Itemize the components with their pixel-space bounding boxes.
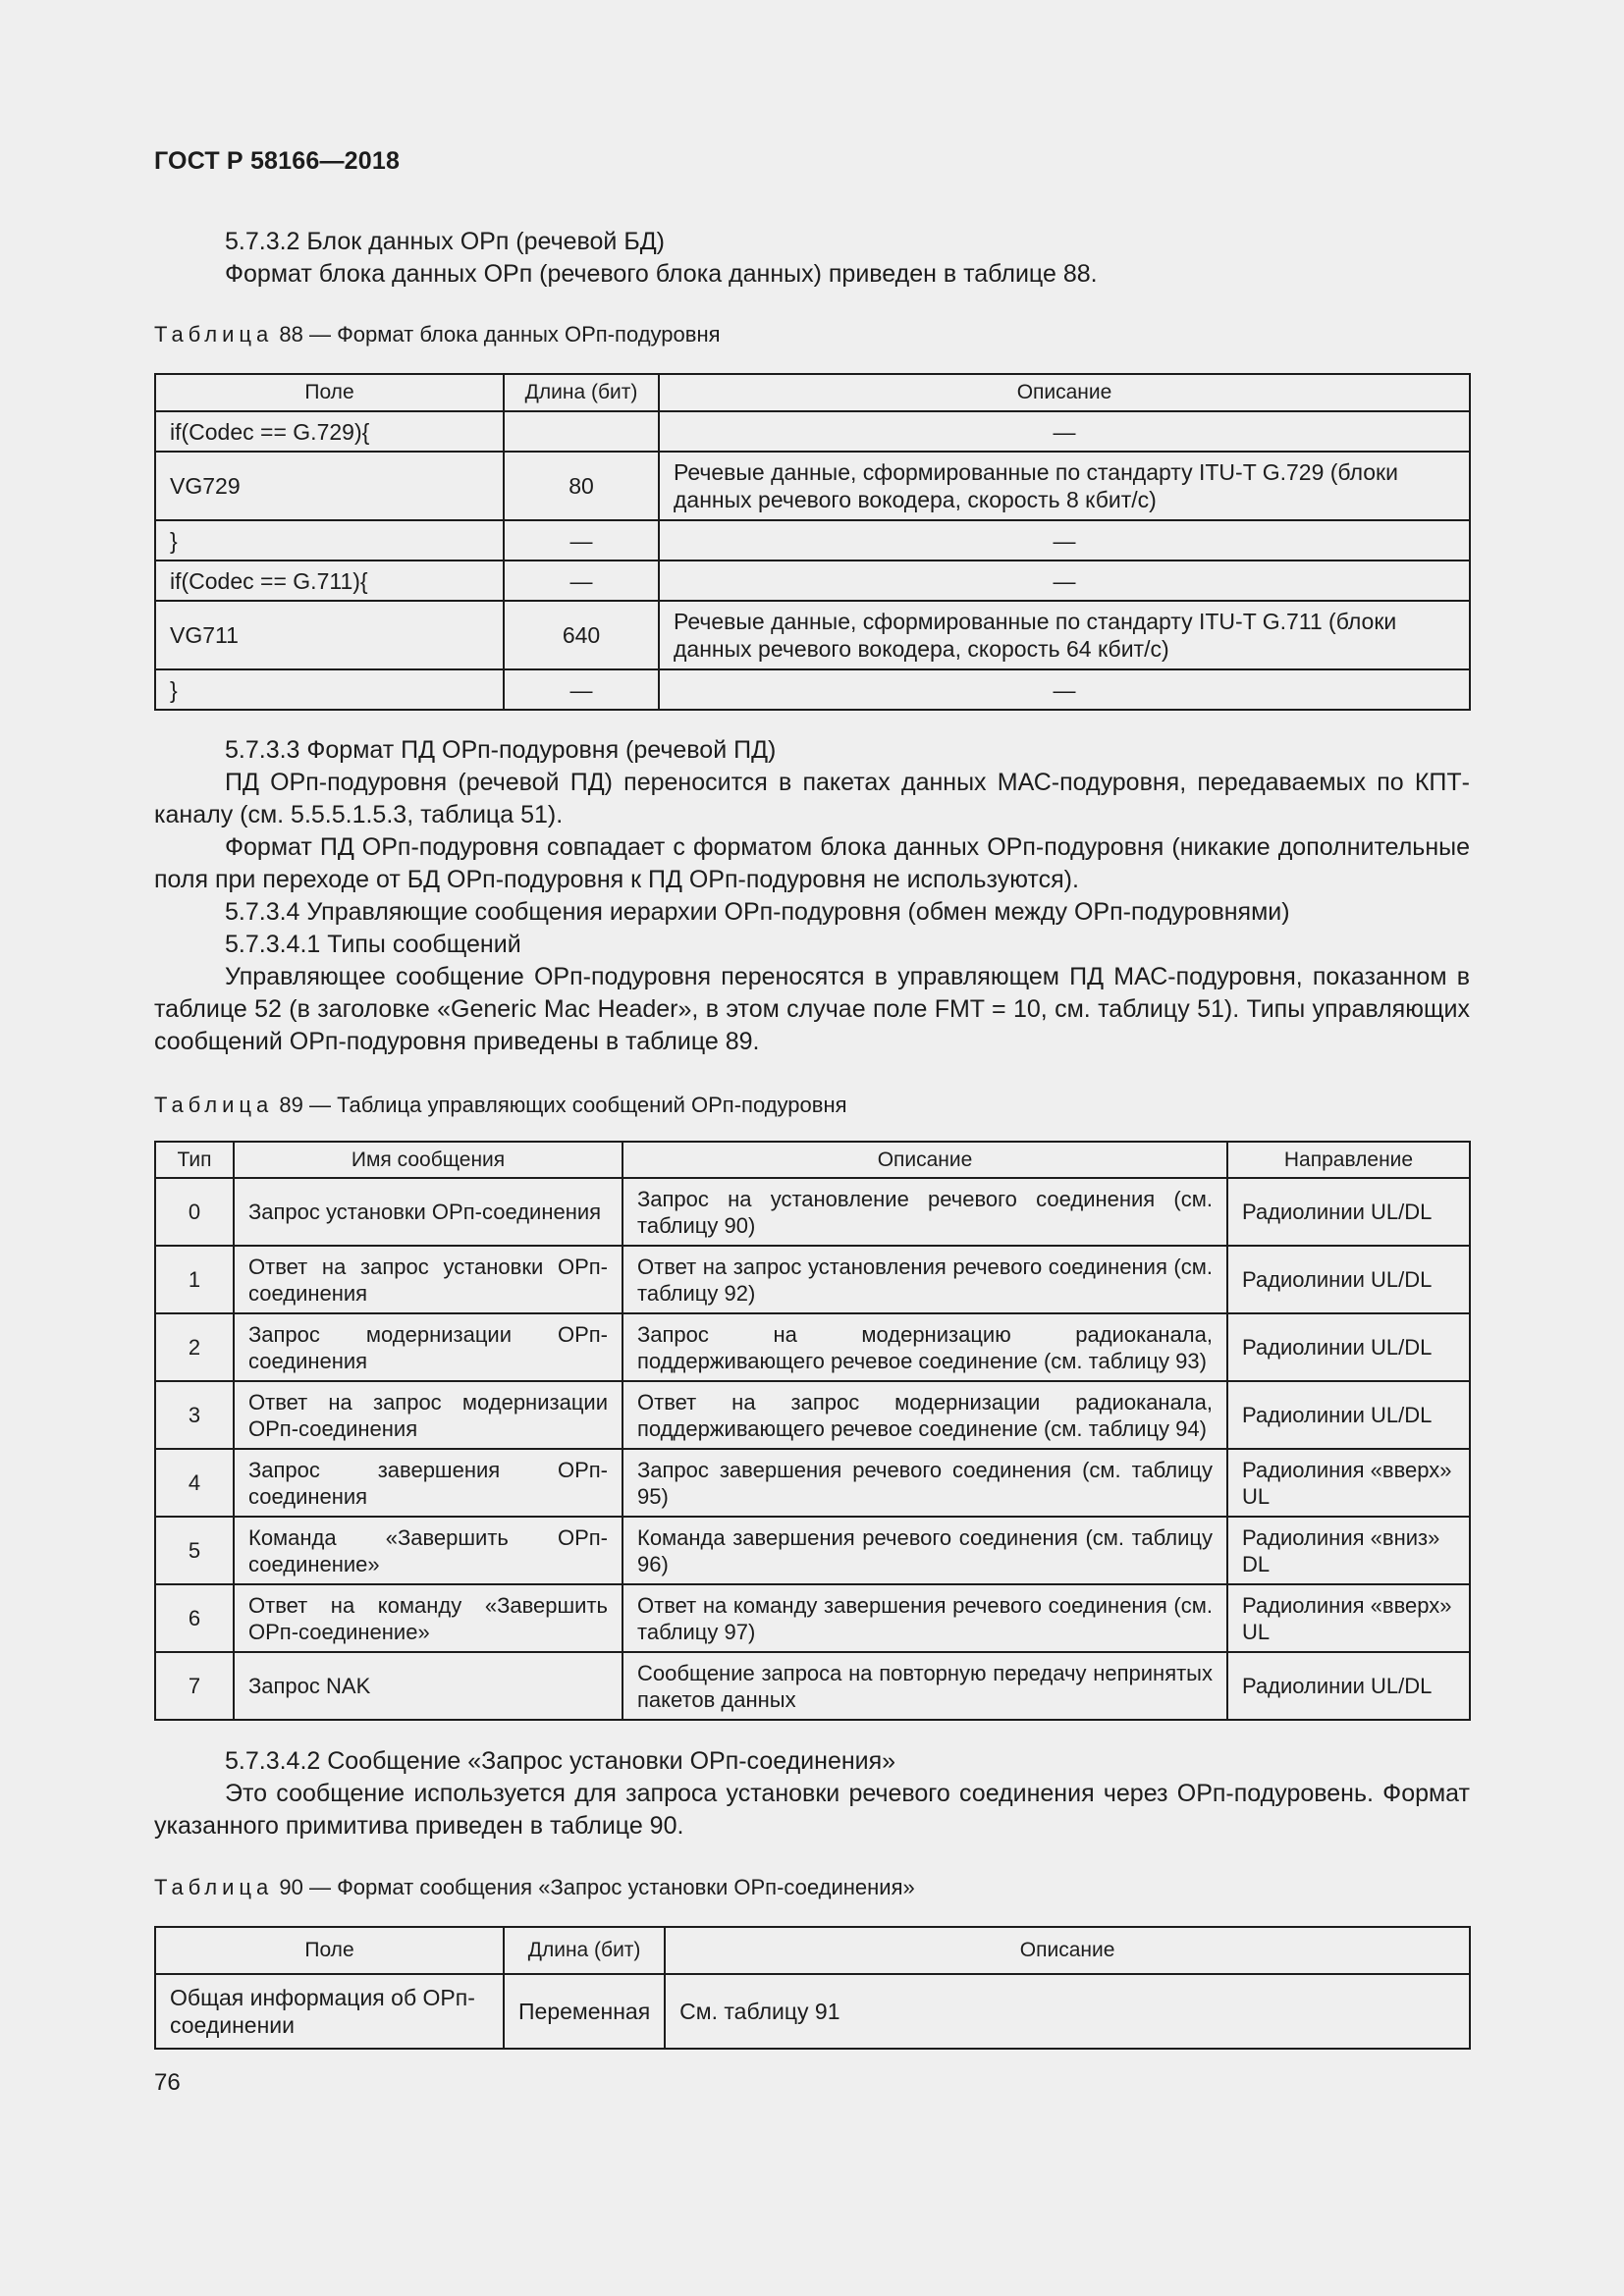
caption-word: Таблица [154,322,274,347]
column-header: Поле [155,1927,504,1974]
table-cell: Радиолиния «вверх» UL [1227,1449,1470,1517]
table-cell: — [659,561,1470,601]
table-cell: Сообщение запроса на повторную передачу непринятых пакетов данных [623,1652,1227,1720]
table-cell: 2 [155,1313,234,1381]
table-cell: 6 [155,1584,234,1652]
table-row [155,1381,1470,1449]
column-header: Длина (бит) [504,374,659,411]
caption-text: 89 — Таблица управляющих сообщений ОРп-подуровня [273,1093,847,1117]
table-row [155,1517,1470,1584]
paragraph: Формат ПД ОРп-подуровня совпадает с форматом блока данных ОРп-подуровня (никакие дополнительные поля при переходе от БД ОРп-подуровня к ПД ОРп-подуровня не используются). [154,833,1470,893]
table-cell: 640 [504,601,659,669]
table-cell: 5 [155,1517,234,1584]
table-cell: Радиолинии UL/DL [1227,1381,1470,1449]
table-cell: Ответ на запрос установления речевого соединения (см. таблицу 92) [623,1246,1227,1313]
column-header: Тип [155,1142,234,1178]
table-cell: 3 [155,1381,234,1449]
table-cell: } [155,669,504,710]
section-heading: 5.7.3.4.2 Сообщение «Запрос установки ОРп-соединения» [225,1747,896,1775]
column-header: Описание [659,374,1470,411]
table-cell: 4 [155,1449,234,1517]
table-cell: — [659,411,1470,452]
table-cell: — [504,669,659,710]
table-row [155,1313,1470,1381]
table-row [155,669,1470,710]
section-5-7-3-4-2 [154,1745,1470,1842]
table-header-row [155,374,1470,411]
table-cell: Речевые данные, сформированные по стандарту ITU-T G.729 (блоки данных речевого вокодера, скорость 8 кбит/с) [659,452,1470,520]
table-row [155,561,1470,601]
table-cell: — [504,520,659,561]
table-cell: Радиолинии UL/DL [1227,1313,1470,1381]
table-cell: Радиолинии UL/DL [1227,1652,1470,1720]
table-cell: Ответ на команду завершения речевого соединения (см. таблицу 97) [623,1584,1227,1652]
table-cell: См. таблицу 91 [665,1974,1470,2049]
paragraph: Управляющее сообщение ОРп-подуровня переносятся в управляющем ПД МАС-подуровня, показанном в таблице 52 (в заголовке «Generic Mac Header», в этом случае поле FMT = 10, см. таблицу 51). Типы управляющих сообщений ОРп-подуровня приведены в таблице 89. [154,963,1470,1055]
column-header: Имя сообщения [234,1142,623,1178]
table-cell: — [504,561,659,601]
paragraph: ПД ОРп-подуровня (речевой ПД) переносится в пакетах данных МАС-подуровня, передаваемых по КПТ-каналу (см. 5.5.5.1.5.3, таблица 51). [154,769,1470,828]
table-cell: Запрос NAK [234,1652,623,1720]
table-cell: Запрос завершения речевого соединения (см. таблицу 95) [623,1449,1227,1517]
table-row [155,1652,1470,1720]
table-row [155,411,1470,452]
table-cell: Ответ на запрос модернизации радиоканала, поддерживающего речевое соединение (см. таблицу 94) [623,1381,1227,1449]
table-cell: — [659,669,1470,710]
table-cell: VG711 [155,601,504,669]
table-cell: if(Codec == G.729){ [155,411,504,452]
caption-text: 88 — Формат блока данных ОРп-подуровня [273,322,721,347]
section-5-7-3-2 [154,226,1470,291]
table-cell: if(Codec == G.711){ [155,561,504,601]
table-cell: Запрос завершения ОРп-соединения [234,1449,623,1517]
caption-text: 90 — Формат сообщения «Запрос установки ОРп-соединения» [273,1875,915,1899]
table-cell: 1 [155,1246,234,1313]
table-cell: Радиолинии UL/DL [1227,1178,1470,1246]
table-cell: 7 [155,1652,234,1720]
table-cell: — [659,520,1470,561]
table-row [155,1974,1470,2049]
column-header: Описание [623,1142,1227,1178]
table-row [155,520,1470,561]
section-heading: 5.7.3.2 Блок данных ОРп (речевой БД) [225,228,666,255]
table-90-caption [154,1875,915,1900]
table-cell: Запрос на модернизацию радиоканала, поддерживающего речевое соединение (см. таблицу 93) [623,1313,1227,1381]
table-cell: Общая информация об ОРп-соединении [155,1974,504,2049]
section-heading: 5.7.3.3 Формат ПД ОРп-подуровня (речевой ПД) [225,736,777,764]
section-heading: 5.7.3.4 Управляющие сообщения иерархии ОРп-подуровня (обмен между ОРп-подуровнями) [225,898,1290,926]
caption-word: Таблица [154,1875,274,1899]
table-row [155,1449,1470,1517]
table-row [155,1584,1470,1652]
table-cell: } [155,520,504,561]
table-88 [154,373,1471,711]
table-header-row [155,1927,1470,1974]
table-cell: Радиолинии UL/DL [1227,1246,1470,1313]
table-cell: Запрос установки ОРп-соединения [234,1178,623,1246]
table-cell: 80 [504,452,659,520]
table-88-caption [154,322,721,347]
table-cell: VG729 [155,452,504,520]
section-heading: 5.7.3.4.1 Типы сообщений [225,931,521,958]
column-header: Описание [665,1927,1470,1974]
document-header: ГОСТ Р 58166—2018 [154,147,401,175]
table-cell: Радиолиния «вниз» DL [1227,1517,1470,1584]
table-cell: Команда «Завершить ОРп-соединение» [234,1517,623,1584]
caption-word: Таблица [154,1093,274,1117]
section-5-7-3-3 [154,734,1470,1058]
table-header-row [155,1142,1470,1178]
table-cell [504,411,659,452]
table-row [155,1178,1470,1246]
table-cell: Запрос на установление речевого соединения (см. таблицу 90) [623,1178,1227,1246]
table-row [155,1246,1470,1313]
table-cell: Команда завершения речевого соединения (см. таблицу 96) [623,1517,1227,1584]
table-row [155,452,1470,520]
table-cell: Ответ на запрос установки ОРп-соединения [234,1246,623,1313]
table-89-caption [154,1093,847,1118]
page-number: 76 [154,2069,181,2096]
paragraph: Формат блока данных ОРп (речевого блока данных) приведен в таблице 88. [225,260,1098,288]
column-header: Поле [155,374,504,411]
table-cell: Запрос модернизации ОРп-соединения [234,1313,623,1381]
table-row [155,601,1470,669]
table-cell: 0 [155,1178,234,1246]
column-header: Направление [1227,1142,1470,1178]
table-90 [154,1926,1471,2050]
table-cell: Ответ на запрос модернизации ОРп-соединения [234,1381,623,1449]
table-89 [154,1141,1471,1721]
table-cell: Речевые данные, сформированные по стандарту ITU-T G.711 (блоки данных речевого вокодера, скорость 64 кбит/с) [659,601,1470,669]
column-header: Длина (бит) [504,1927,665,1974]
table-cell: Радиолиния «вверх» UL [1227,1584,1470,1652]
table-cell: Переменная [504,1974,665,2049]
paragraph: Это сообщение используется для запроса установки речевого соединения через ОРп-подуровень. Формат указанного примитива приведен в таблице 90. [154,1780,1470,1840]
table-cell: Ответ на команду «Завершить ОРп-соединение» [234,1584,623,1652]
